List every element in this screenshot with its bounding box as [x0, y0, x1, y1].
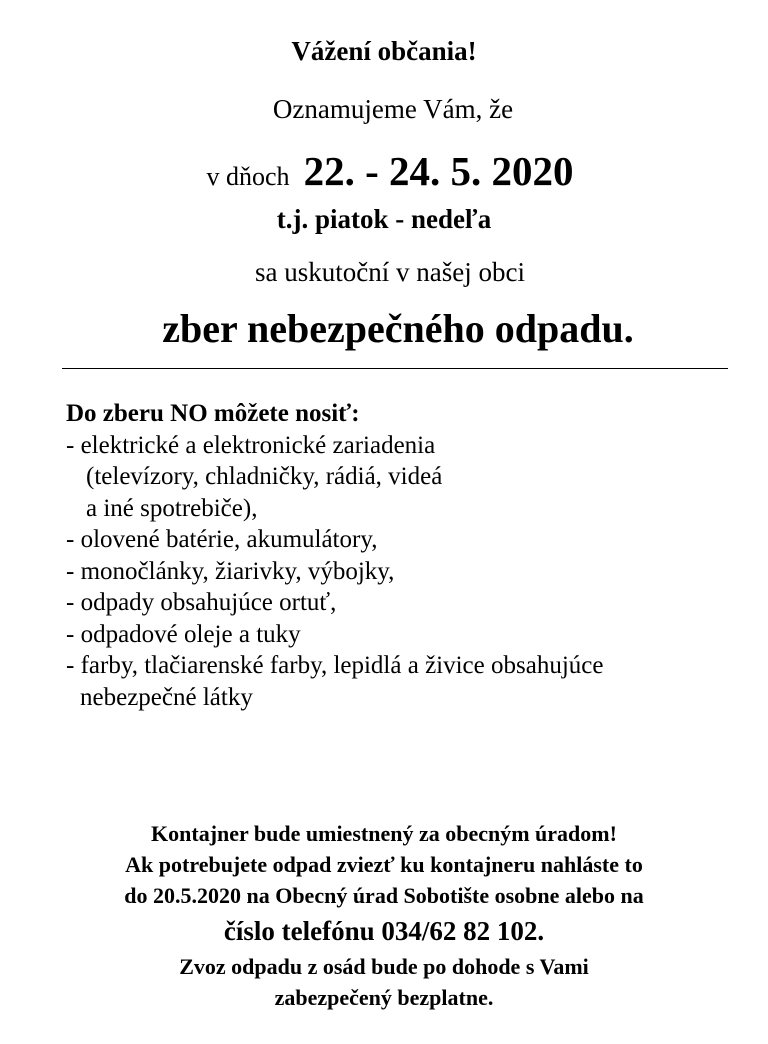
- footer-line: Kontajner bude umiestnený za obecným úradom!: [151, 821, 617, 846]
- list-item-line: a iné spotrebiče),: [86, 494, 258, 522]
- footer-line: zabezpečený bezplatne.: [274, 985, 494, 1010]
- footer-line: Ak potrebujete odpad zviezť ku kontajneru nahláste to: [125, 852, 643, 877]
- list-item: [66, 430, 746, 525]
- dates-prefix: v dňoch: [206, 162, 290, 191]
- dates-line: [0, 147, 768, 195]
- divider-line: [62, 368, 728, 369]
- list-item-line: - monočlánky, žiarivky, výbojky,: [66, 557, 395, 585]
- list-item-line: nebezpečné látky: [80, 683, 253, 711]
- phone-number-line: číslo telefónu 034/62 82 102.: [223, 916, 545, 946]
- footer-line: Zvoz odpadu z osád bude po dohode s Vami: [179, 954, 589, 979]
- list-item-line: - olovené batérie, akumulátory,: [66, 526, 378, 553]
- list-item: [66, 587, 746, 619]
- greeting-heading: Vážení občania!: [291, 36, 477, 66]
- list-item-line: - odpadové oleje a tuky: [66, 620, 301, 648]
- list-item: [66, 524, 746, 556]
- accepted-items-section: [66, 398, 746, 713]
- list-item-line: - odpady obsahujúce ortuť,: [66, 589, 337, 616]
- accepted-items-heading: Do zberu NO môžete nosiť:: [66, 400, 360, 427]
- footer-notice: [0, 818, 768, 1013]
- announce-text: Oznamujeme Vám, že: [272, 94, 514, 124]
- list-item-line: - farby, tlačiarenské farby, lepidlá a živice obsahujúce: [66, 652, 604, 679]
- footer-line: do 20.5.2020 na Obecný úrad Sobotište osobne alebo na: [124, 883, 644, 908]
- list-item-line: - elektrické a elektronické zariadenia: [66, 431, 436, 459]
- collection-days: t.j. piatok - nedeľa: [276, 204, 492, 234]
- collection-dates: 22. - 24. 5. 2020: [303, 148, 574, 194]
- list-item: [66, 556, 746, 588]
- list-item: [66, 650, 746, 713]
- main-headline: zber nebezpečného odpadu.: [162, 306, 634, 351]
- will-happen-text: sa uskutoční v našej obci: [255, 257, 525, 287]
- list-item-line: (televízory, chladničky, rádiá, videá: [86, 463, 443, 490]
- list-item: [66, 619, 746, 651]
